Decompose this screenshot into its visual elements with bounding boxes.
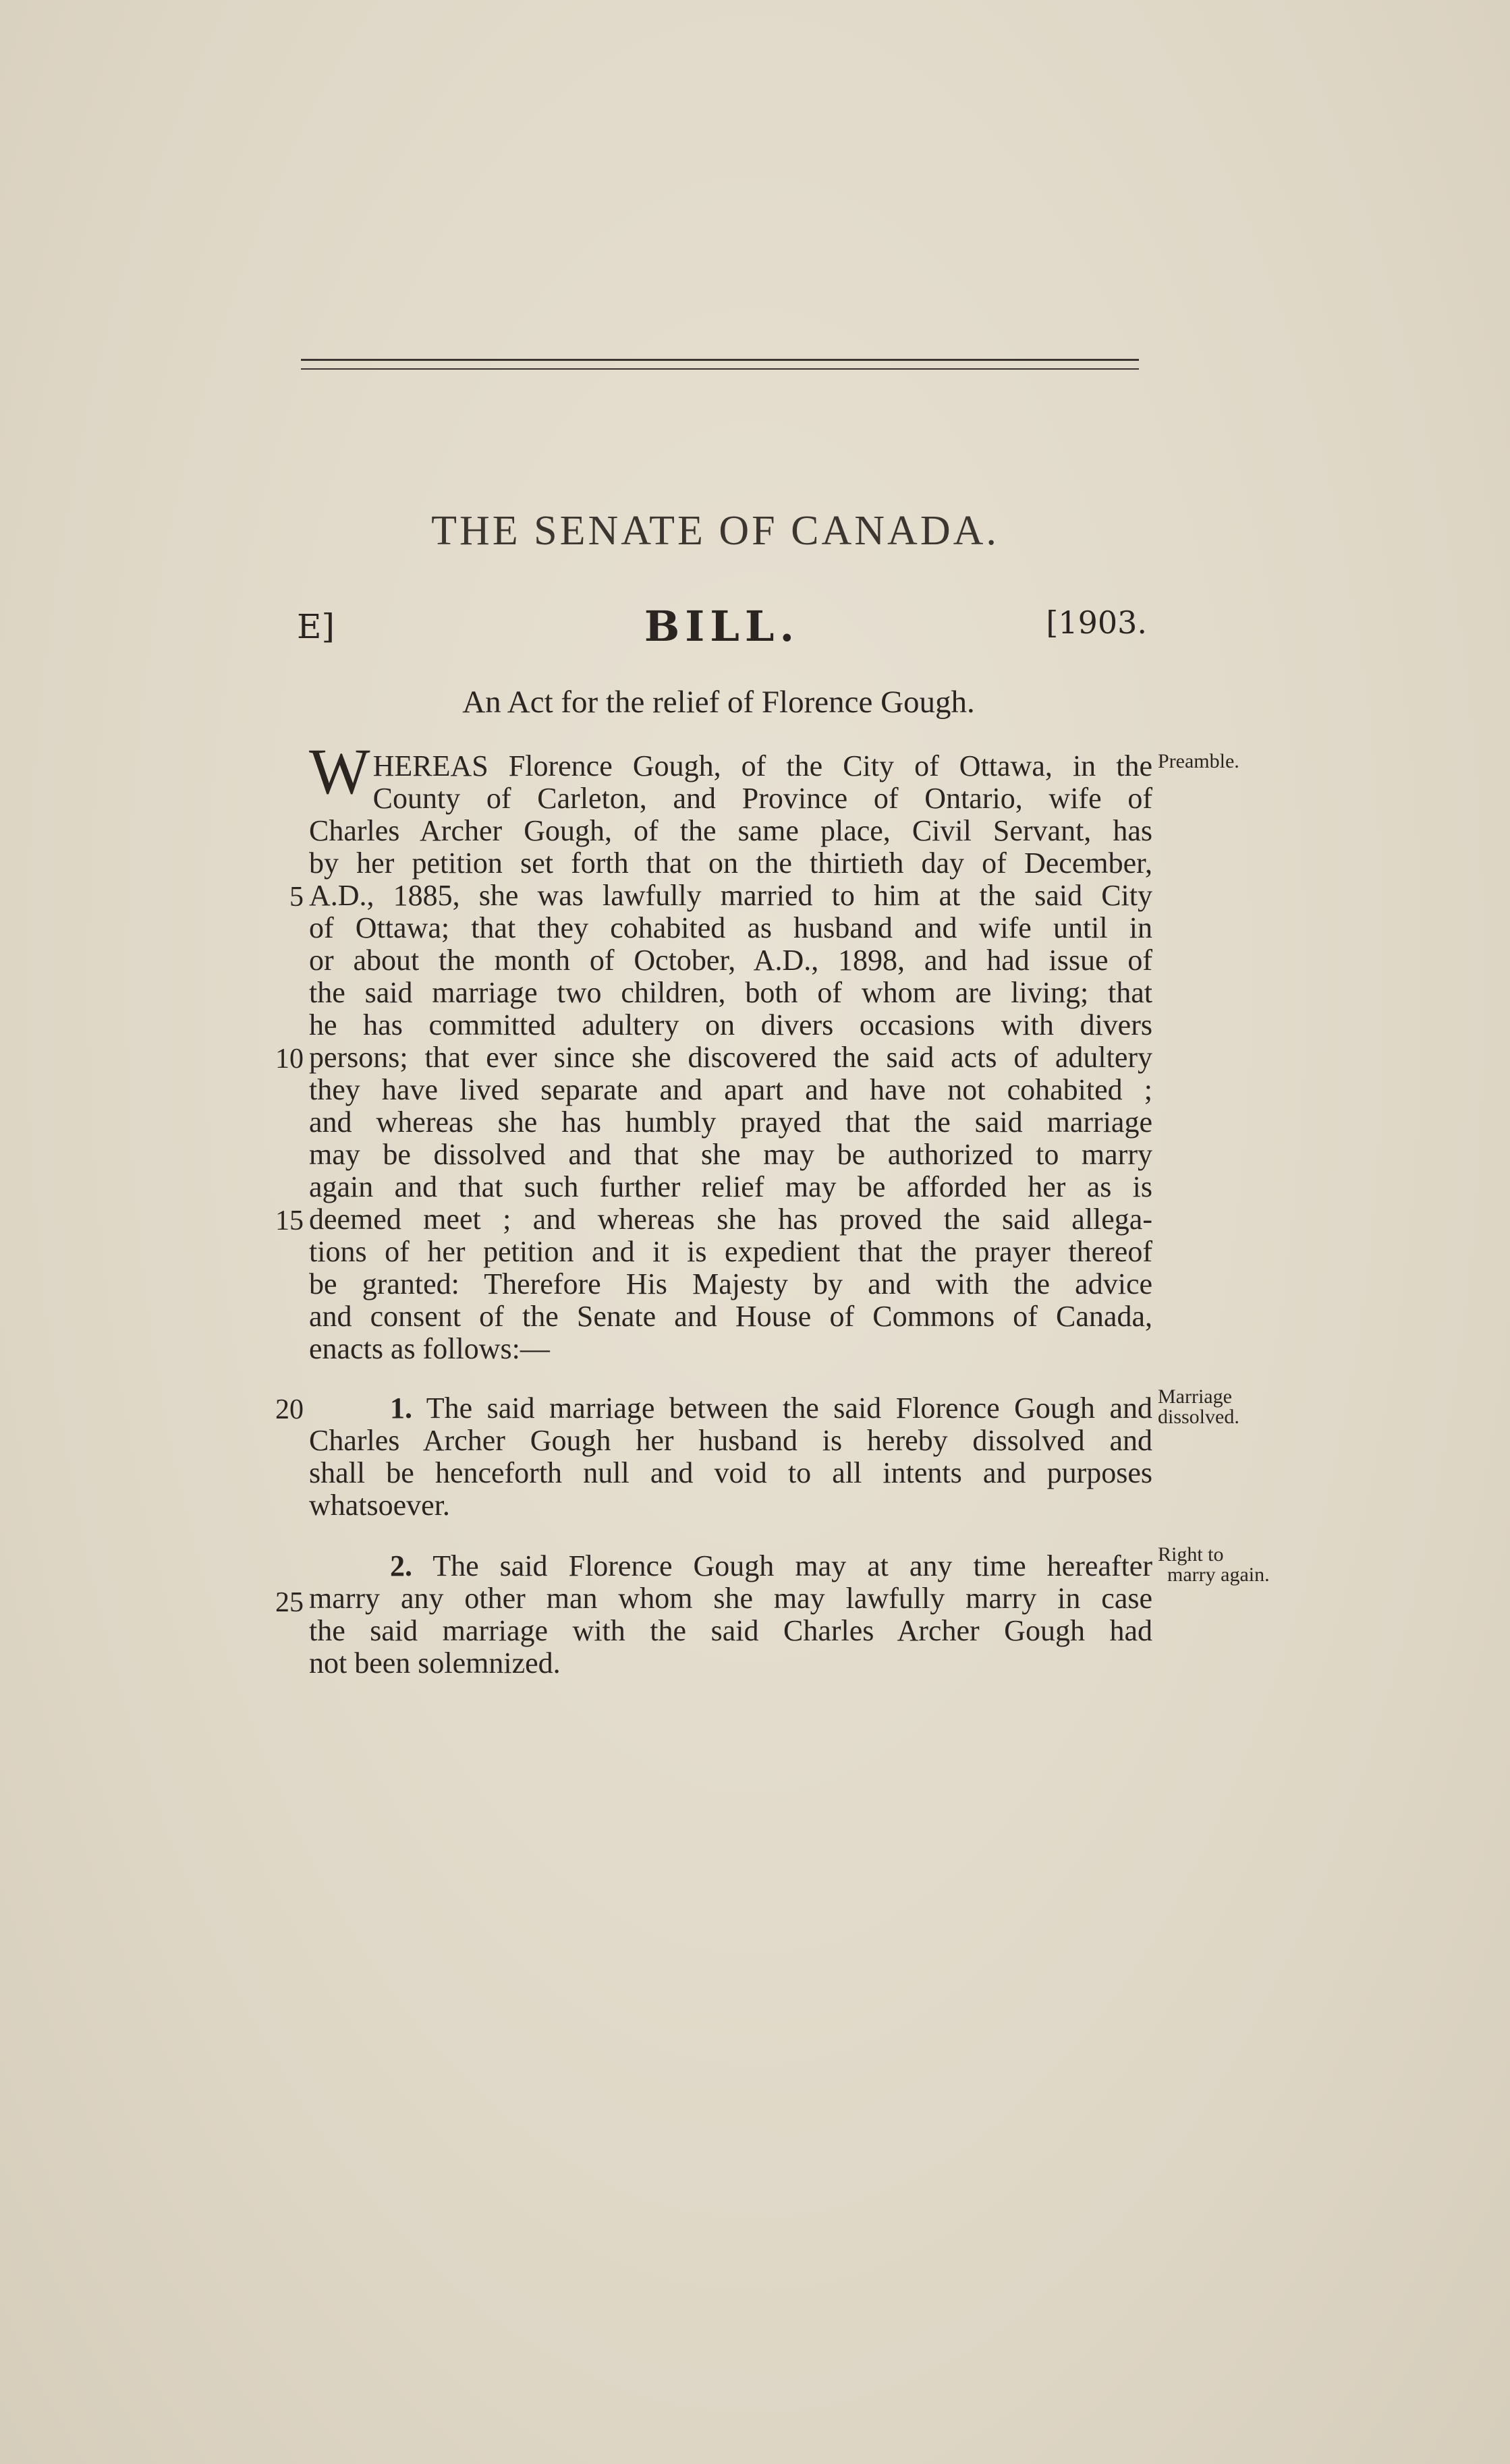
section-number: 1. (390, 1392, 412, 1425)
preamble-line: of Ottawa; that they cohabited as husband and wife until in (309, 911, 1152, 944)
line-number: 10 (275, 1043, 304, 1075)
margin-note-right-to-marry (1158, 1545, 1270, 1585)
preamble-line: and whereas she has humbly prayed that the said marriage (309, 1106, 1152, 1139)
preamble-line: County of Carleton, and Province of Ontario, wife of (372, 782, 1152, 815)
senate-heading: THE SENATE OF CANADA. (431, 508, 999, 554)
preamble-line: and consent of the Senate and House of Commons of Canada, (309, 1300, 1152, 1333)
preamble-line: be granted: Therefore His Majesty by and with the advice (309, 1267, 1152, 1300)
preamble-line: he has committed adultery on divers occasions with divers (309, 1008, 1152, 1041)
preamble-line: Charles Archer Gough, of the same place, Civil Servant, has (309, 814, 1152, 847)
section-line: Charles Archer Gough her husband is hereby dissolved and (309, 1424, 1152, 1457)
preamble-line: enacts as follows:— (309, 1332, 550, 1365)
act-subtitle: An Act for the relief of Florence Gough. (462, 685, 975, 720)
margin-note-line: Right to (1158, 1543, 1224, 1566)
margin-note-marriage (1158, 1387, 1239, 1427)
margin-note-line: dissolved. (1158, 1406, 1239, 1428)
preamble-line: by her petition set forth that on the thirtieth day of December, (309, 847, 1152, 880)
section-line: the said marriage with the said Charles Archer Gough had (309, 1614, 1152, 1647)
section-line (309, 1550, 1152, 1582)
preamble-line: the said marriage two children, both of whom are living; that (309, 976, 1152, 1009)
section-line (309, 1392, 1152, 1425)
margin-note-line: marry again. (1167, 1564, 1270, 1586)
section-number: 2. (390, 1549, 412, 1582)
section-1 (309, 1392, 1152, 1522)
preamble-line: tions of her petition and it is expedient that the prayer thereof (309, 1235, 1152, 1268)
bill-year: [1903. (1046, 604, 1147, 641)
bill-letter: E] (297, 607, 335, 646)
preamble-line: A.D., 1885, she was lawfully married to him at the said City (309, 879, 1152, 912)
line-number: 20 (275, 1394, 304, 1425)
top-rule (301, 359, 1139, 361)
line-number: 15 (275, 1205, 304, 1236)
preamble-line: HEREAS Florence Gough, of the City of Ottawa, in the (372, 749, 1152, 782)
section-line: not been solemnized. (309, 1646, 561, 1680)
dropcap: W (309, 735, 370, 807)
section-line: shall be henceforth null and void to all intents and purposes (309, 1456, 1152, 1489)
line-number: 25 (275, 1587, 304, 1618)
preamble-line: again and that such further relief may be afforded her as is (309, 1170, 1152, 1203)
line-number: 5 (289, 882, 304, 913)
section-line-text: The said marriage between the said Florence Gough and (426, 1392, 1152, 1425)
preamble-line: they have lived separate and apart and have not cohabited ; (309, 1073, 1152, 1106)
section-2 (309, 1550, 1152, 1680)
preamble-line: may be dissolved and that she may be authorized to marry (309, 1138, 1152, 1171)
top-rule-thin (301, 368, 1139, 370)
preamble-line: or about the month of October, A.D., 1898, and had issue of (309, 944, 1152, 977)
preamble-text (309, 735, 1152, 1365)
preamble-line: persons; that ever since she discovered the said acts of adultery (309, 1041, 1152, 1074)
section-line: whatsoever. (309, 1489, 450, 1522)
margin-note-preamble: Preamble. (1158, 750, 1239, 772)
margin-note-line: Marriage (1158, 1385, 1232, 1408)
bill-row (297, 602, 1147, 662)
preamble-line: deemed meet ; and whereas she has proved the said allega- (309, 1203, 1152, 1236)
bill-title: BILL. (644, 602, 800, 651)
section-line: marry any other man whom she may lawfully marry in case (309, 1582, 1152, 1615)
section-line-text: The said Florence Gough may at any time hereafter (432, 1549, 1152, 1582)
